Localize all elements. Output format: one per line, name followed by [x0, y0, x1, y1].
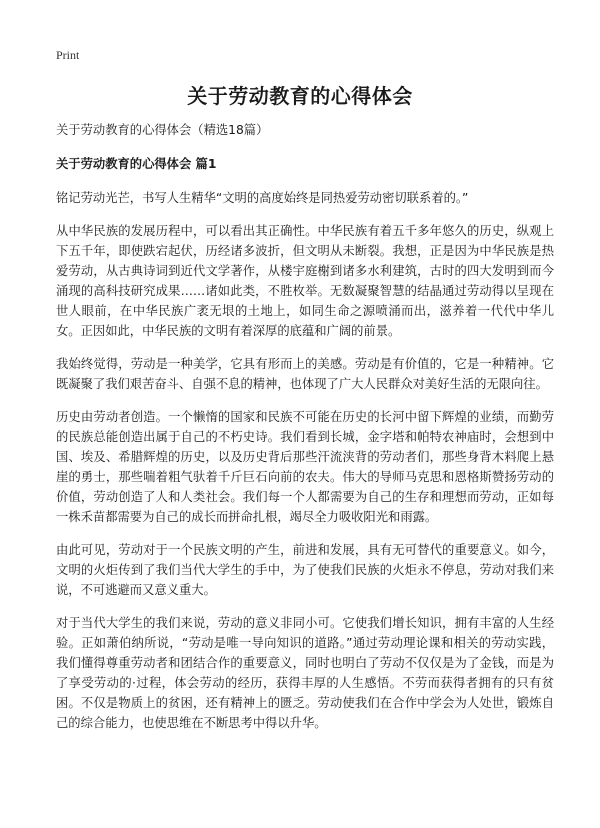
paragraph: 从中华民族的发展历程中，可以看出其正确性。中华民族有着五千多年悠久的历史，纵观上下五千年，即使跌宕起伏，历经诸多波折，但文明从未断裂。我想，正是因为中华民族是热爱劳动，从古典诗词到近代文学著作，从楼宇庭榭到诸多水利建筑，古时的四大发明到而今涌现的高科技研究成果……诸如此类，不胜枚举。无数凝聚智慧的结晶通过劳动得以呈现在世人眼前，在中华民族广袤无垠的土地上，如同生命之源喷涌而出，滋养着一代代中华儿女。正因如此，中华民族的文明有着深厚的底蕴和广阔的前景。 — [56, 224, 554, 338]
paragraph: 由此可见，劳动对于一个民族文明的产生，前进和发展，具有无可替代的重要意义。如今，文明的火炬传到了我们当代大学生的手中，为了使我们民族的火炬永不停息，劳动对我们来说，不可逃避而又意义重大。 — [56, 543, 554, 597]
section-heading: 关于劳动教育的心得体会 篇1 — [56, 157, 217, 171]
document-body — [56, 120, 554, 746]
print-link[interactable]: Print — [56, 48, 80, 62]
document-title: 关于劳动教育的心得体会 — [187, 84, 413, 108]
document-subtitle: 关于劳动教育的心得体会（精选18篇） — [56, 123, 269, 137]
paragraph: 对于当代大学生的我们来说，劳动的意义非同小可。它使我们增长知识，拥有丰富的人生经验。正如萧伯纳所说，“劳动是唯一导向知识的道路。”通过劳动理论课和相关的劳动实践，我们懂得尊重劳动者和团结合作的重要意义，同时也明白了劳动不仅仅是为了金钱，而是为了享受劳动的·过程，体会劳动的经历，获得丰厚的人生感悟。不劳而获得者拥有的只有贫困。不仅是物质上的贫困，还有精神上的匮乏。劳动使我们在合作中学会为人处世，锻炼自己的综合能力，也使思维在不断思考中得以升华。 — [56, 616, 554, 730]
paragraph: 历史由劳动者创造。一个懒惰的国家和民族不可能在历史的长河中留下辉煌的业绩，而勤劳的民族总能创造出属于自己的不朽史诗。我们看到长城，金字塔和帕特农神庙时，会想到中国、埃及、希腊辉煌的历史，以及历史背后那些汗流浃背的劳动者们，那些身背木料爬上悬崖的勇士，那些喘着粗气驮着千斤巨石向前的农夫。伟大的导师马克思和恩格斯赞扬劳动的价值，劳动创造了人和人类社会。我们每一个人都需要为自己的生存和理想而劳动，正如每一株禾苗都需要为自己的成长而拼命扎根，竭尽全力吸收阳光和雨露。 — [56, 410, 554, 524]
paragraph: 我始终觉得，劳动是一种美学，它具有形而上的美感。劳动是有价值的，它是一种精神。它既凝聚了我们艰苦奋斗、自强不息的精神，也体现了广大人民群众对美好生活的无限向往。 — [56, 357, 554, 391]
paragraph-intro: 铭记劳动光芒，书写人生精华“文明的高度始终是同热爱劳动密切联系着的。” — [56, 191, 469, 205]
